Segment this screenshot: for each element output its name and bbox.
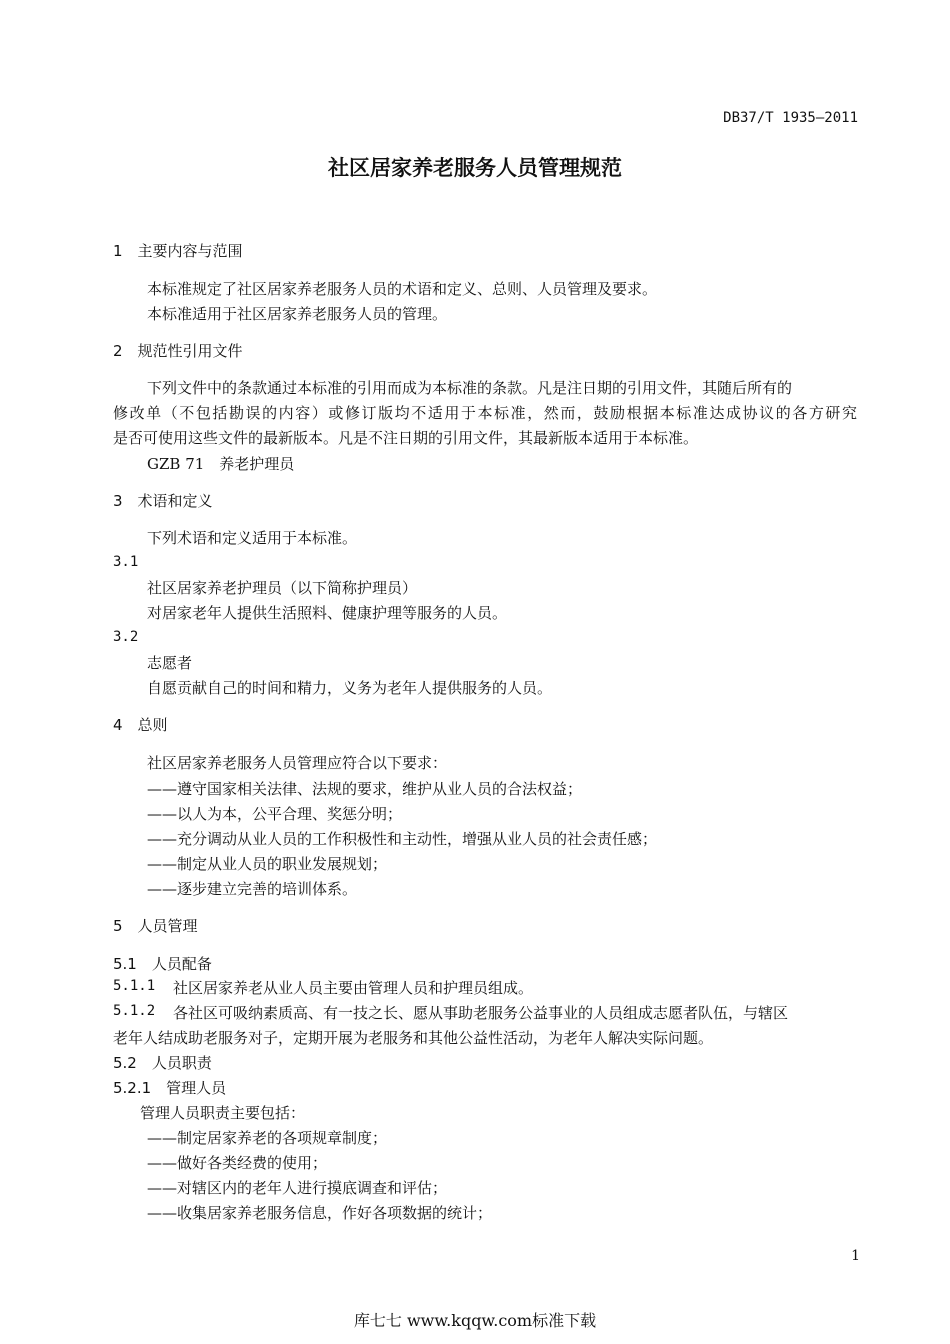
clause-5-1-2-number: 5.1.2 [113, 1003, 156, 1019]
general-requirement-item: ——逐步建立完善的培训体系。 [147, 880, 358, 898]
term-3-1-name: 社区居家养老护理员（以下简称护理员） [147, 579, 418, 597]
manager-duty-item: ——收集居家养老服务信息，作好各项数据的统计； [147, 1204, 493, 1222]
section-1-paragraph-2: 本标准适用于社区居家养老服务人员的管理。 [147, 305, 448, 323]
term-3-1-definition: 对居家老年人提供生活照料、健康护理等服务的人员。 [147, 604, 508, 622]
section-2-line-2: 修改单（不包括勘误的内容）或修订版均不适用于本标准，然而，鼓励根据本标准达成协议的各方研究 [113, 404, 857, 422]
manager-duty-item: ——对辖区内的老年人进行摸底调查和评估； [147, 1179, 448, 1197]
section-5-1-heading: 5.1 人员配备 [113, 955, 212, 973]
section-5-2-1-heading: 5.2.1 管理人员 [113, 1079, 227, 1097]
section-2-line-3: 是否可使用这些文件的最新版本。凡是不注日期的引用文件，其最新版本适用于本标准。 [113, 429, 699, 447]
section-5-2-heading: 5.2 人员职责 [113, 1054, 212, 1072]
term-3-2-name: 志愿者 [147, 654, 193, 672]
clause-5-1-1-text: 社区居家养老从业人员主要由管理人员和护理员组成。 [173, 979, 534, 997]
section-1-paragraph-1: 本标准规定了社区居家养老服务人员的术语和定义、总则、人员管理及要求。 [147, 280, 658, 298]
section-1-heading: 1 主要内容与范围 [113, 242, 243, 260]
general-requirement-item: ——制定从业人员的职业发展规划； [147, 855, 388, 873]
clause-5-1-2-line-2: 老年人结成助老服务对子，定期开展为老服务和其他公益性活动，为老年人解决实际问题。 [113, 1029, 714, 1047]
section-2-heading: 2 规范性引用文件 [113, 342, 243, 360]
section-3-intro: 下列术语和定义适用于本标准。 [147, 529, 358, 547]
page-title: 社区居家养老服务人员管理规范 [328, 156, 622, 180]
term-3-2-definition: 自愿贡献自己的时间和精力，义务为老年人提供服务的人员。 [147, 679, 553, 697]
clause-5-1-2-line-1: 各社区可吸纳素质高、有一技之长、愿从事助老服务公益事业的人员组成志愿者队伍，与辖区 [173, 1004, 789, 1022]
manager-duty-item: ——制定居家养老的各项规章制度； [147, 1129, 388, 1147]
section-3-heading: 3 术语和定义 [113, 492, 213, 510]
term-3-2-number: 3.2 [113, 629, 139, 645]
clause-5-1-1-number: 5.1.1 [113, 978, 156, 994]
general-requirement-item: ——充分调动从业人员的工作积极性和主动性，增强从业人员的社会责任感； [147, 830, 658, 848]
general-requirement-item: ——以人为本，公平合理、奖惩分明； [147, 805, 403, 823]
section-5-heading: 5 人员管理 [113, 917, 198, 935]
section-4-heading: 4 总则 [113, 716, 168, 734]
page-number: 1 [851, 1248, 860, 1264]
standard-code: DB37/T 1935—2011 [723, 110, 858, 126]
manager-duty-item: ——做好各类经费的使用； [147, 1154, 328, 1172]
normative-reference: GZB 71 养老护理员 [147, 455, 295, 473]
general-requirement-item: ——遵守国家相关法律、法规的要求，维护从业人员的合法权益； [147, 780, 583, 798]
term-3-1-number: 3.1 [113, 554, 139, 570]
section-4-intro: 社区居家养老服务人员管理应符合以下要求： [147, 754, 448, 772]
section-2-line-1: 下列文件中的条款通过本标准的引用而成为本标准的条款。凡是注日期的引用文件，其随后所有的 [147, 379, 793, 397]
manager-duties-intro: 管理人员职责主要包括： [140, 1104, 306, 1122]
footer-watermark: 库七七 www.kqqw.com标准下载 [353, 1311, 597, 1330]
